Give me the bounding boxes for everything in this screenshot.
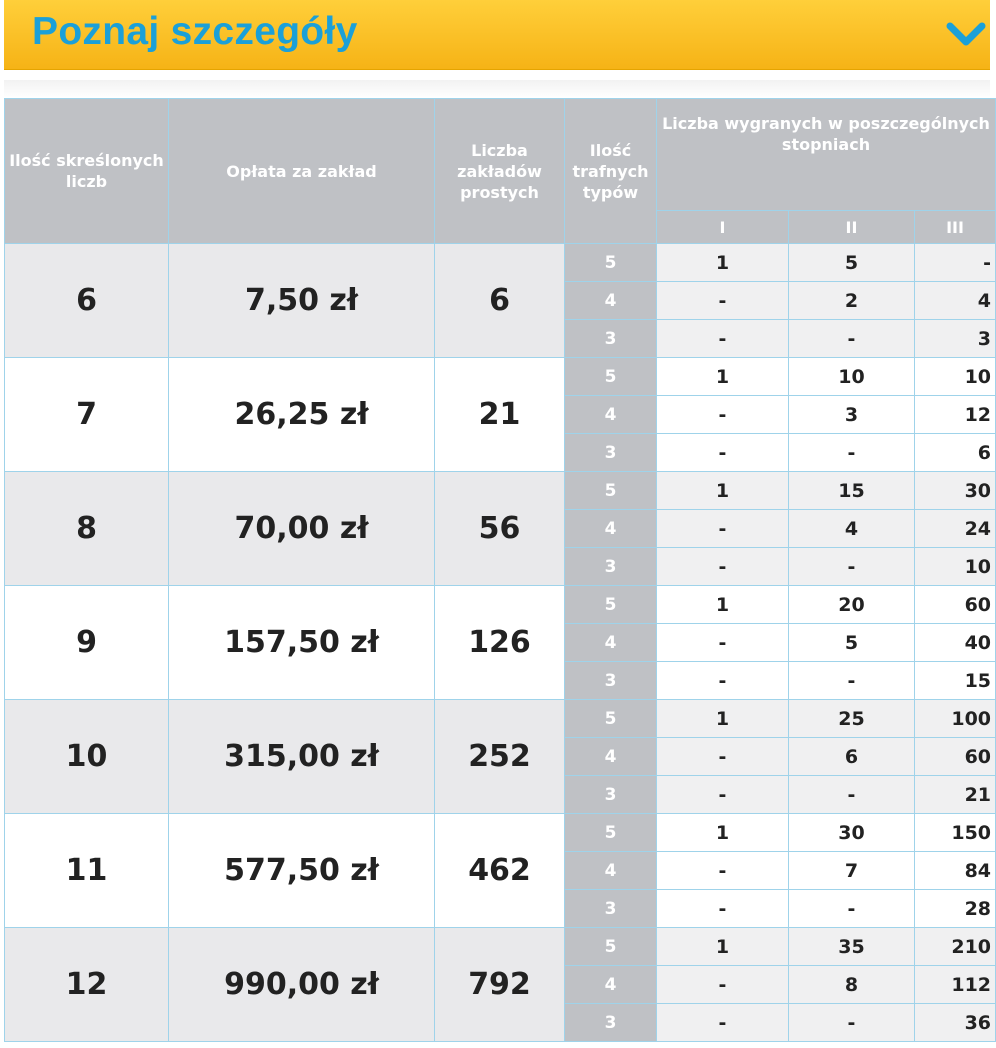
numbers-count-cell: 6 — [5, 244, 169, 358]
simple-bets-cell: 126 — [435, 586, 565, 700]
tier-2-wins-cell: - — [789, 434, 915, 472]
tier-3-wins-cell: 40 — [915, 624, 996, 662]
table-row — [5, 814, 996, 852]
tier-3-wins-cell: 60 — [915, 738, 996, 776]
tier-1-wins-cell: - — [657, 890, 789, 928]
hits-cell: 3 — [565, 1004, 657, 1042]
table-row — [5, 586, 996, 624]
table-row — [5, 472, 996, 510]
tier-1-wins-cell: - — [657, 624, 789, 662]
table-row — [5, 244, 996, 282]
tier-1-wins-cell: - — [657, 966, 789, 1004]
simple-bets-cell: 21 — [435, 358, 565, 472]
hits-cell: 5 — [565, 700, 657, 738]
tier-1-wins-cell: 1 — [657, 928, 789, 966]
numbers-count-cell: 8 — [5, 472, 169, 586]
tier-3-wins-cell: 10 — [915, 548, 996, 586]
tier-2-wins-cell: 10 — [789, 358, 915, 396]
numbers-count-cell: 7 — [5, 358, 169, 472]
numbers-count-cell: 11 — [5, 814, 169, 928]
tier-3-wins-cell: 28 — [915, 890, 996, 928]
details-accordion-header[interactable] — [4, 0, 990, 70]
header-tier-2: II — [789, 211, 915, 244]
simple-bets-cell: 56 — [435, 472, 565, 586]
tier-3-wins-cell: 84 — [915, 852, 996, 890]
tier-3-wins-cell: 112 — [915, 966, 996, 1004]
numbers-count-cell: 9 — [5, 586, 169, 700]
hits-cell: 5 — [565, 244, 657, 282]
tier-3-wins-cell: 3 — [915, 320, 996, 358]
hits-cell: 4 — [565, 624, 657, 662]
tier-3-wins-cell: 100 — [915, 700, 996, 738]
tier-1-wins-cell: - — [657, 434, 789, 472]
tier-1-wins-cell: - — [657, 662, 789, 700]
tier-2-wins-cell: - — [789, 890, 915, 928]
tier-3-wins-cell: 150 — [915, 814, 996, 852]
numbers-count-cell: 12 — [5, 928, 169, 1042]
header-wins-group: Liczba wygranych w poszczególnych stopniach — [657, 99, 996, 211]
tier-2-wins-cell: - — [789, 548, 915, 586]
hits-cell: 4 — [565, 852, 657, 890]
header-tier-1: I — [657, 211, 789, 244]
simple-bets-cell: 6 — [435, 244, 565, 358]
header-simple-bets: Liczba zakładów prostych — [435, 99, 565, 244]
header-tier-3: III — [915, 211, 996, 244]
fee-cell: 157,50 zł — [169, 586, 435, 700]
tier-3-wins-cell: 12 — [915, 396, 996, 434]
header-fee: Opłata za zakład — [169, 99, 435, 244]
tier-3-wins-cell: 210 — [915, 928, 996, 966]
tier-3-wins-cell: - — [915, 244, 996, 282]
hits-cell: 5 — [565, 814, 657, 852]
fee-cell: 577,50 zł — [169, 814, 435, 928]
tier-2-wins-cell: 15 — [789, 472, 915, 510]
tier-3-wins-cell: 6 — [915, 434, 996, 472]
tier-1-wins-cell: - — [657, 776, 789, 814]
tier-2-wins-cell: 35 — [789, 928, 915, 966]
hits-cell: 3 — [565, 776, 657, 814]
tier-2-wins-cell: 30 — [789, 814, 915, 852]
hits-cell: 4 — [565, 738, 657, 776]
tier-2-wins-cell: - — [789, 320, 915, 358]
fee-cell: 315,00 zł — [169, 700, 435, 814]
simple-bets-cell: 462 — [435, 814, 565, 928]
tier-1-wins-cell: 1 — [657, 586, 789, 624]
tier-1-wins-cell: 1 — [657, 472, 789, 510]
header-numbers-count: Ilość skreślonych liczb — [5, 99, 169, 244]
hits-cell: 5 — [565, 928, 657, 966]
hits-cell: 3 — [565, 890, 657, 928]
hits-cell: 3 — [565, 434, 657, 472]
tier-1-wins-cell: - — [657, 510, 789, 548]
fee-cell: 990,00 zł — [169, 928, 435, 1042]
tier-1-wins-cell: - — [657, 320, 789, 358]
tier-3-wins-cell: 4 — [915, 282, 996, 320]
hits-cell: 4 — [565, 966, 657, 1004]
accordion-title: Poznaj szczegóły — [32, 10, 358, 53]
tier-2-wins-cell: 6 — [789, 738, 915, 776]
table-row — [5, 928, 996, 966]
tier-1-wins-cell: 1 — [657, 700, 789, 738]
tier-3-wins-cell: 30 — [915, 472, 996, 510]
fee-cell: 7,50 zł — [169, 244, 435, 358]
tier-3-wins-cell: 10 — [915, 358, 996, 396]
hits-cell: 5 — [565, 472, 657, 510]
tier-2-wins-cell: 25 — [789, 700, 915, 738]
tier-1-wins-cell: - — [657, 396, 789, 434]
tier-1-wins-cell: 1 — [657, 358, 789, 396]
table-row — [5, 358, 996, 396]
tier-2-wins-cell: - — [789, 776, 915, 814]
tier-1-wins-cell: - — [657, 1004, 789, 1042]
fee-cell: 70,00 zł — [169, 472, 435, 586]
tier-2-wins-cell: 20 — [789, 586, 915, 624]
simple-bets-cell: 252 — [435, 700, 565, 814]
header-shadow — [4, 80, 990, 98]
chevron-down-icon[interactable] — [944, 14, 988, 54]
hits-cell: 3 — [565, 548, 657, 586]
hits-cell: 5 — [565, 358, 657, 396]
hits-cell: 4 — [565, 510, 657, 548]
tier-2-wins-cell: 8 — [789, 966, 915, 1004]
tier-2-wins-cell: 2 — [789, 282, 915, 320]
tier-2-wins-cell: - — [789, 1004, 915, 1042]
prize-table — [4, 98, 996, 1042]
fee-cell: 26,25 zł — [169, 358, 435, 472]
tier-3-wins-cell: 15 — [915, 662, 996, 700]
tier-3-wins-cell: 21 — [915, 776, 996, 814]
numbers-count-cell: 10 — [5, 700, 169, 814]
tier-1-wins-cell: - — [657, 738, 789, 776]
tier-2-wins-cell: 3 — [789, 396, 915, 434]
tier-1-wins-cell: 1 — [657, 244, 789, 282]
tier-1-wins-cell: - — [657, 852, 789, 890]
hits-cell: 4 — [565, 396, 657, 434]
tier-2-wins-cell: 7 — [789, 852, 915, 890]
hits-cell: 3 — [565, 320, 657, 358]
hits-cell: 3 — [565, 662, 657, 700]
tier-3-wins-cell: 24 — [915, 510, 996, 548]
tier-1-wins-cell: 1 — [657, 814, 789, 852]
hits-cell: 4 — [565, 282, 657, 320]
tier-2-wins-cell: 4 — [789, 510, 915, 548]
tier-3-wins-cell: 36 — [915, 1004, 996, 1042]
table-row — [5, 700, 996, 738]
tier-2-wins-cell: 5 — [789, 244, 915, 282]
tier-3-wins-cell: 60 — [915, 586, 996, 624]
simple-bets-cell: 792 — [435, 928, 565, 1042]
tier-1-wins-cell: - — [657, 282, 789, 320]
header-hits: Ilość trafnych typów — [565, 99, 657, 244]
tier-2-wins-cell: 5 — [789, 624, 915, 662]
tier-1-wins-cell: - — [657, 548, 789, 586]
hits-cell: 5 — [565, 586, 657, 624]
tier-2-wins-cell: - — [789, 662, 915, 700]
